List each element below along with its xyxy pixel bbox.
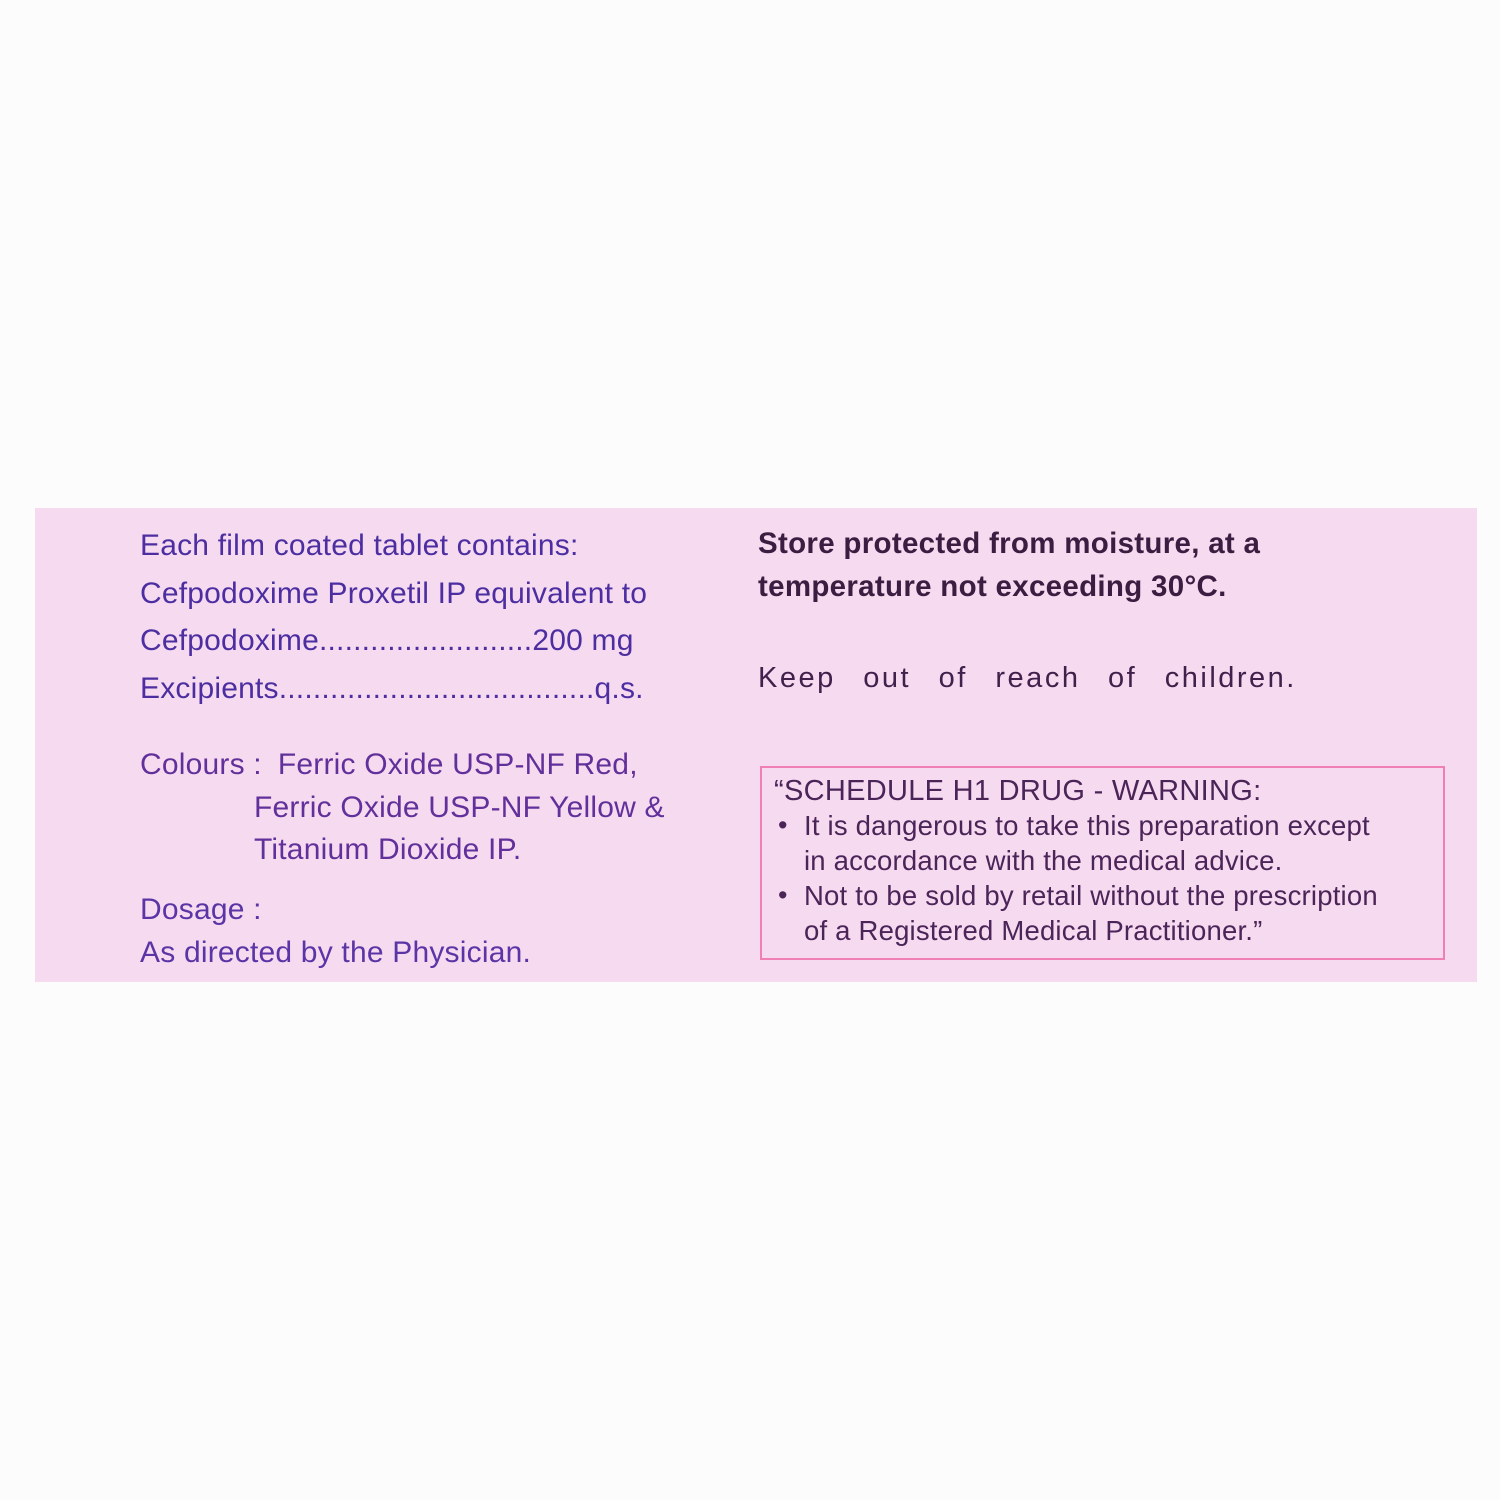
composition-equivalent-line: Cefpodoxime Proxetil IP equivalent to bbox=[140, 576, 648, 610]
storage-line-2: temperature not exceeding 30°C. bbox=[758, 570, 1227, 603]
composition-heading: Each film coated tablet contains: bbox=[140, 529, 579, 562]
keep-out-text: Keep out of reach of children. bbox=[758, 662, 1297, 694]
composition-strength-line: Cefpodoxime.........................200 mg bbox=[140, 624, 634, 657]
composition-excipients-line: Excipients.....................................q.s. bbox=[140, 671, 644, 705]
colours-value-2: Ferric Oxide USP-NF Yellow & bbox=[254, 790, 665, 824]
dosage-text: As directed by the Physician. bbox=[140, 935, 531, 969]
keep-out-of-reach-note bbox=[758, 658, 1297, 698]
label-band bbox=[35, 508, 1477, 982]
schedule-h1-warning-box bbox=[760, 766, 1445, 960]
colours-block bbox=[140, 744, 665, 872]
bullet-dot-icon: • bbox=[778, 880, 788, 910]
warning-bullet-1 bbox=[774, 808, 1431, 878]
warning-title: “SCHEDULE H1 DRUG - WARNING: bbox=[774, 775, 1262, 807]
dosage-label: Dosage : bbox=[140, 893, 262, 926]
warning-bullet-2 bbox=[774, 878, 1431, 948]
colours-value-1: Ferric Oxide USP-NF Red, bbox=[277, 748, 638, 781]
warning-bullet-1-line-1: It is dangerous to take this preparation except bbox=[804, 810, 1370, 841]
composition-block bbox=[140, 522, 647, 712]
storage-line-1: Store protected from moisture, at a bbox=[758, 527, 1261, 560]
bullet-dot-icon: • bbox=[778, 810, 788, 840]
colours-value-3: Titanium Dioxide IP. bbox=[254, 833, 522, 866]
colours-label: Colours : bbox=[140, 748, 262, 781]
colours-line-1 bbox=[140, 744, 665, 787]
warning-bullet-2-line-2: of a Registered Medical Practitioner.” bbox=[804, 915, 1263, 946]
warning-bullet-1-line-2: in accordance with the medical advice. bbox=[804, 845, 1283, 876]
dosage-block bbox=[140, 889, 531, 974]
warning-bullet-2-line-1: Not to be sold by retail without the prescription bbox=[804, 880, 1378, 911]
storage-note bbox=[758, 522, 1260, 608]
